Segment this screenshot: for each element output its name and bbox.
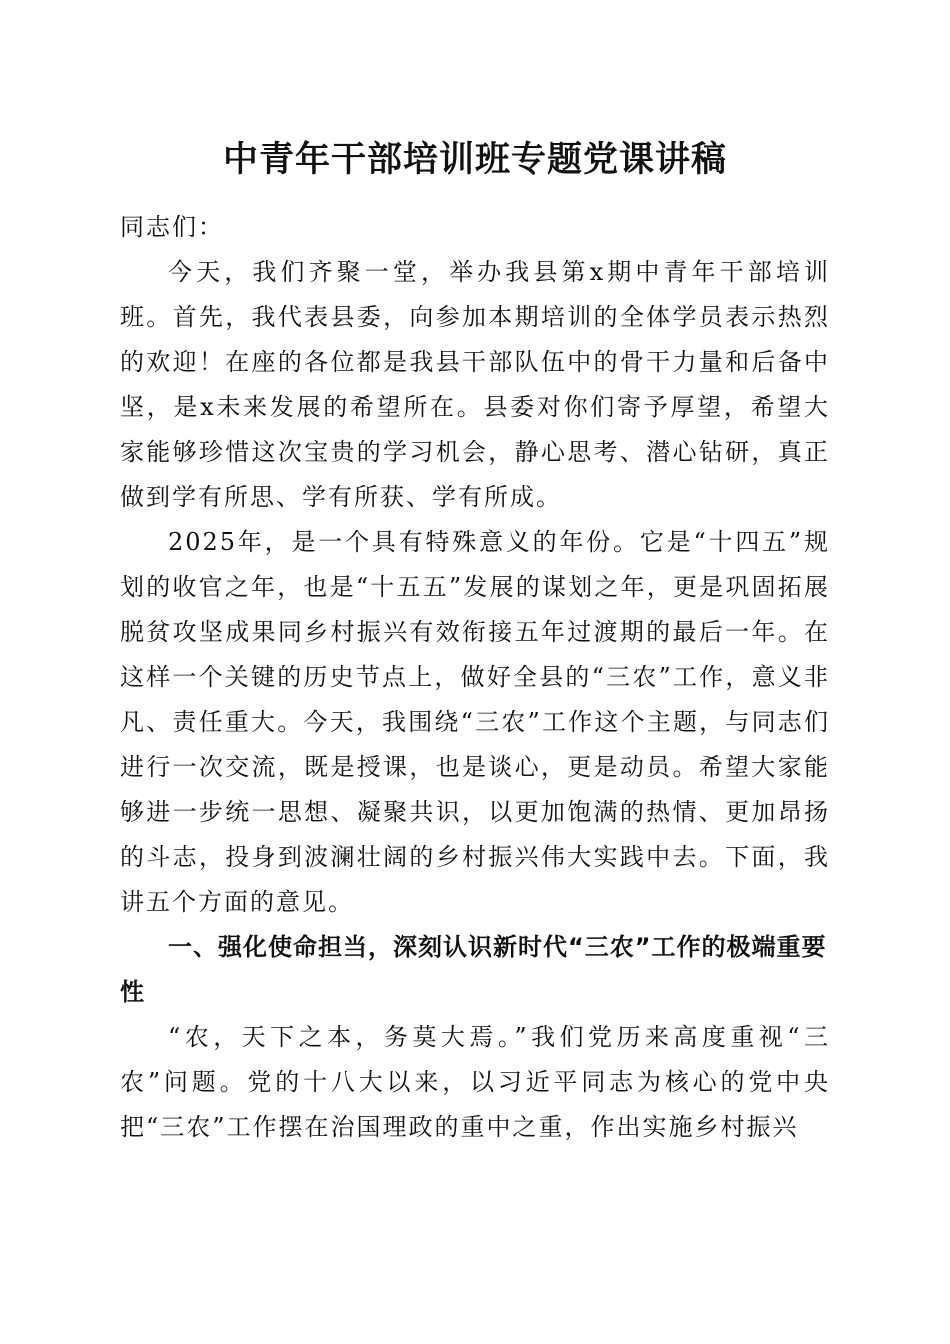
document-body bbox=[120, 205, 830, 1150]
document-title: 中青年干部培训班专题党课讲稿 bbox=[222, 139, 727, 180]
paragraph-2025: 2025年，是一个具有特殊意义的年份。它是“十四五”规划的收官之年，也是“十五五”发展的谋划之年，更是巩固拓展脱贫攻坚成果同乡村振兴有效衔接五年过渡期的最后一年。在这样一个关键的历史节点上，做好全县的“三农”工作，意义非凡、责任重大。今天，我围绕“三农”工作这个主题，与同志们进行一次交流，既是授课，也是谈心，更是动员。希望大家能够进一步统一思想、凝聚共识，以更加饱满的热情、更加昂扬的斗志，投身到波澜壮阔的乡村振兴伟大实践中去。下面，我讲五个方面的意见。 bbox=[120, 528, 830, 916]
salutation: 同志们： bbox=[120, 213, 224, 241]
paragraph-section-1: “农，天下之本，务莫大焉。”我们党历来高度重视“三农”问题。党的十八大以来，以习近平同志为核心的党中央把“三农”工作摆在治国理政的重中之重，作出实施乡村振兴 bbox=[120, 1023, 830, 1141]
section-heading-1: 一、强化使命担当，深刻认识新时代“三农”工作的极端重要性 bbox=[120, 933, 827, 1006]
paragraph-welcome: 今天，我们齐聚一堂，举办我县第x期中青年干部培训班。首先，我代表县委，向参加本期培训的全体学员表示热烈的欢迎！在座的各位都是我县干部队伍中的骨干力量和后备中坚，是x未来发展的希望所在。县委对你们寄予厚望，希望大家能够珍惜这次宝贵的学习机会，静心思考、潜心钻研，真正做到学有所思、学有所获、学有所成。 bbox=[120, 258, 830, 511]
